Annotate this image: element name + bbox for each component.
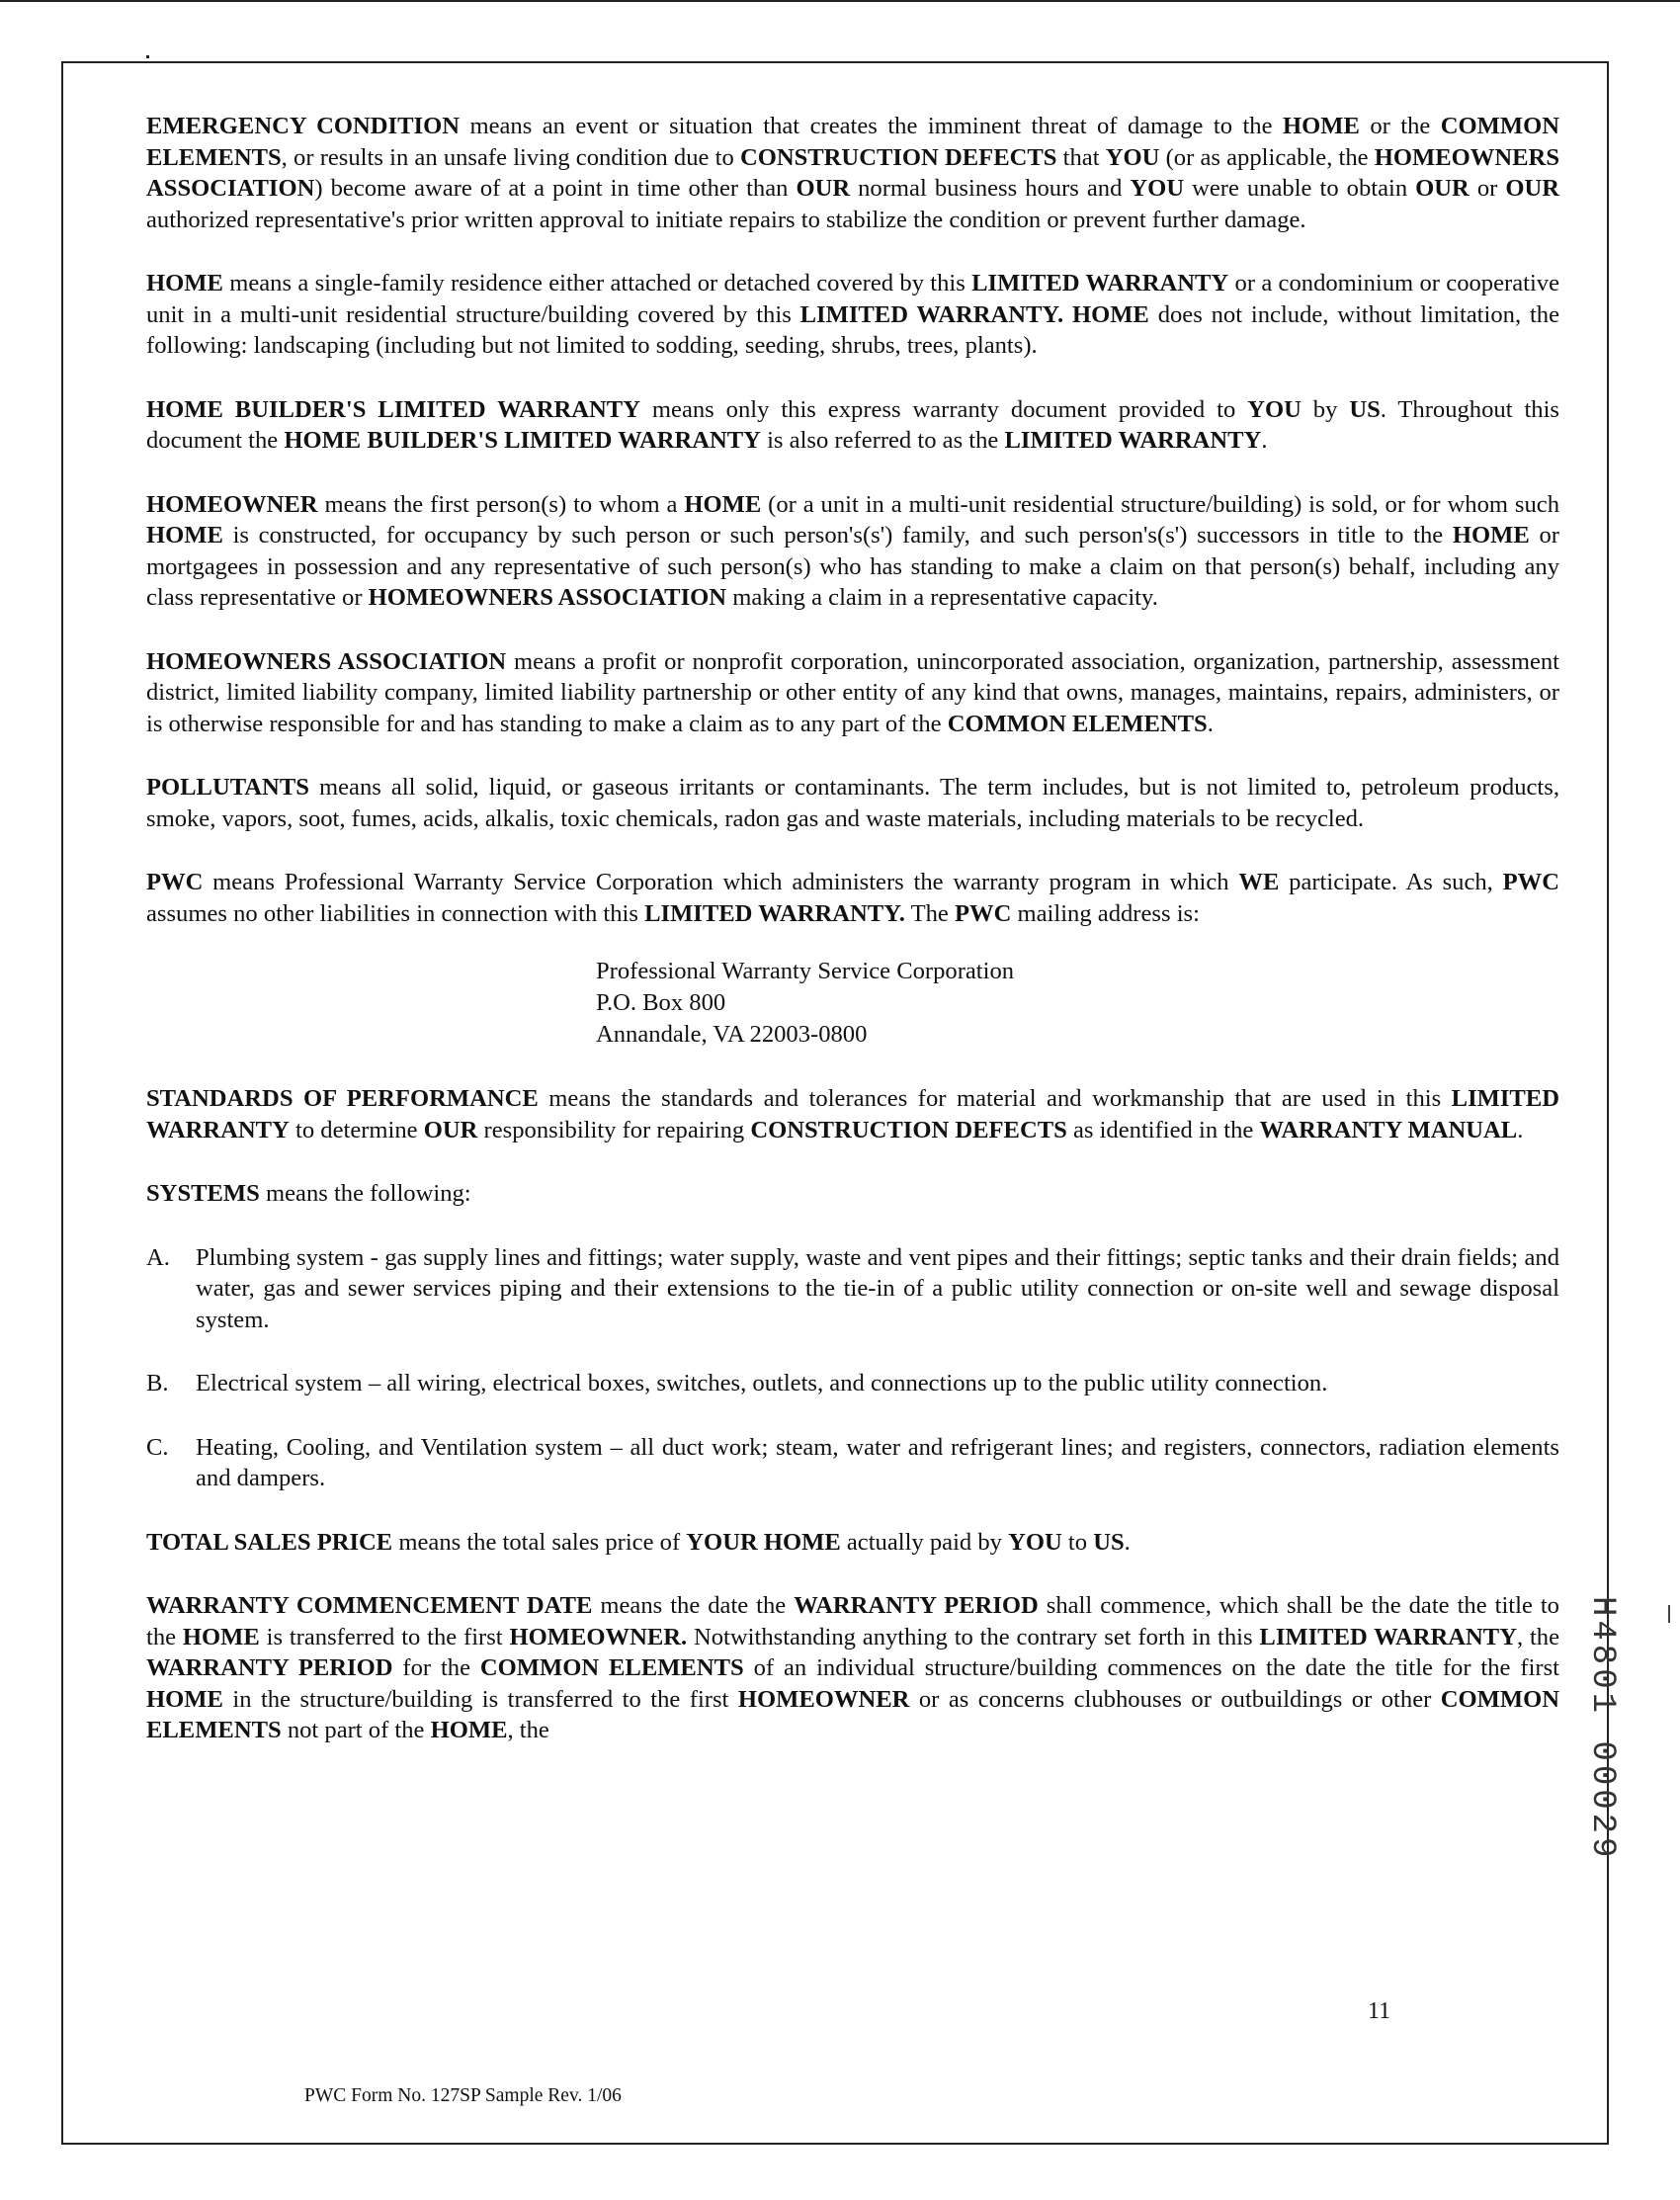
text: of an individual structure/building commences on the date the title for the first	[743, 1654, 1559, 1681]
term: HOME	[684, 490, 762, 518]
definition-home	[146, 268, 1559, 362]
text: for the	[392, 1654, 480, 1681]
term: HOME	[1452, 522, 1530, 549]
text: The	[904, 899, 955, 927]
form-identifier: PWC Form No. 127SP Sample Rev. 1/06	[304, 2085, 622, 2106]
text: or as concerns clubhouses or outbuildings or other	[909, 1685, 1441, 1713]
address-line: Professional Warranty Service Corporation	[596, 958, 1015, 984]
term: YOU	[1008, 1528, 1062, 1556]
bates-stamp: H4801 00029	[1583, 1596, 1621, 1862]
text: .	[1261, 427, 1268, 454]
text: participate. As such,	[1279, 869, 1503, 895]
text: or mortgagees in possession and any representative of such person(s) who has standing to make a claim on that person(s) behalf, including any class representative or	[146, 522, 1559, 611]
text: assumes no other liabilities in connection with this	[146, 899, 645, 927]
term: COMMON ELEMENTS	[479, 1654, 744, 1681]
term: CONSTRUCTION DEFECTS	[739, 143, 1057, 171]
term: HOMEOWNERS ASSOCIATION	[146, 647, 507, 675]
text: does not include, without limitation, the following: landscaping (including but not limited to sodding, seeding, shrubs, trees, plants).	[146, 300, 1559, 359]
text: .	[1124, 1528, 1131, 1556]
systems-list-item	[146, 1432, 1559, 1494]
text: means the standards and tolerances for material and workmanship that are used in this	[538, 1085, 1452, 1112]
systems-list-item	[146, 1242, 1559, 1336]
text: to	[1061, 1528, 1094, 1556]
term: HOMEOWNER	[737, 1685, 910, 1713]
term: WARRANTY PERIOD	[794, 1592, 1039, 1619]
text: as identified in the	[1066, 1116, 1260, 1143]
term: LIMITED WARRANTY.	[644, 899, 905, 927]
list-letter: B.	[146, 1370, 169, 1396]
term: HOMEOWNER.	[509, 1623, 688, 1650]
definitions-body	[146, 111, 1559, 1779]
term: PWC	[1502, 869, 1559, 895]
text	[1063, 301, 1072, 328]
text: ) become aware of at a point in time other than	[314, 175, 797, 202]
text: means the first person(s) to whom a	[317, 490, 685, 518]
list-letter: C.	[146, 1433, 169, 1461]
list-text: Electrical system – all wiring, electrical boxes, switches, outlets, and connections up to the public utility connection.	[196, 1370, 1328, 1396]
term: HOMEOWNERS ASSOCIATION	[146, 143, 1559, 202]
address-line: Annandale, VA 22003-0800	[596, 1021, 868, 1048]
term: LIMITED WARRANTY	[146, 1085, 1559, 1143]
text: means an event or situation that creates the imminent threat of damage to the	[460, 113, 1283, 139]
text: by	[1301, 395, 1350, 423]
term: HOMEOWNERS ASSOCIATION	[368, 584, 727, 611]
term: CONSTRUCTION DEFECTS	[750, 1116, 1067, 1143]
text: or a condominium or cooperative unit in a multi-unit residential structure/building covered by this	[146, 270, 1560, 328]
definition-total-sales-price	[146, 1527, 1559, 1559]
term: US	[1349, 395, 1381, 423]
text: shall commence, which shall be the date the title to the	[146, 1592, 1559, 1650]
term: WARRANTY PERIOD	[146, 1654, 393, 1681]
text: , the	[1516, 1623, 1560, 1650]
text: making a claim in a representative capacity.	[726, 584, 1158, 611]
text: actually paid by	[840, 1528, 1009, 1556]
term: HOME BUILDER'S LIMITED WARRANTY	[146, 395, 640, 423]
text: means the following:	[259, 1180, 471, 1207]
text: , the	[507, 1717, 549, 1743]
text: (or a unit in a multi-unit residential structure/building) is sold, or for whom such	[761, 490, 1559, 518]
term: LIMITED WARRANTY	[1004, 427, 1262, 454]
text: responsibility for repairing	[477, 1116, 751, 1143]
text: authorized representative's prior written approval to initiate repairs to stabilize the condition or prevent further damage.	[146, 206, 1306, 233]
term: STANDARDS OF PERFORMANCE	[146, 1085, 539, 1112]
term: COMMON ELEMENTS	[146, 113, 1559, 171]
term: SYSTEMS	[146, 1180, 260, 1207]
list-letter: A.	[146, 1243, 170, 1271]
term: POLLUTANTS	[146, 774, 309, 801]
term: LIMITED WARRANTY	[1259, 1623, 1517, 1650]
term: OUR	[796, 175, 851, 202]
term: LIMITED WARRANTY.	[799, 300, 1064, 328]
definition-standards-of-performance	[146, 1083, 1559, 1145]
term: HOME	[1282, 113, 1360, 139]
term: TOTAL SALES PRICE	[146, 1528, 393, 1556]
term: HOME	[430, 1717, 508, 1743]
text: or the	[1359, 113, 1441, 139]
scan-edge-mark	[1668, 1605, 1670, 1623]
term: WARRANTY COMMENCEMENT DATE	[146, 1592, 593, 1619]
term: YOU	[1130, 175, 1185, 202]
text: is transferred to the first	[259, 1623, 510, 1650]
definition-pwc	[146, 867, 1559, 929]
text: normal business hours and	[850, 175, 1131, 202]
systems-list-item	[146, 1368, 1559, 1399]
term: PWC	[146, 869, 204, 895]
text: or	[1469, 175, 1506, 202]
term: OUR	[1505, 175, 1560, 202]
definition-systems	[146, 1178, 1559, 1210]
text: means the date the	[592, 1592, 795, 1619]
text: . Throughout this document the	[146, 395, 1559, 454]
text: is also referred to as the	[760, 427, 1005, 454]
definition-emergency-condition	[146, 111, 1559, 235]
text: that	[1056, 143, 1106, 171]
term: US	[1093, 1528, 1125, 1556]
scan-speck	[146, 55, 149, 58]
text: means only this express warranty document provided to	[639, 395, 1248, 423]
term: COMMON ELEMENTS	[947, 710, 1208, 737]
term: WARRANTY MANUAL	[1259, 1116, 1518, 1143]
term: HOME	[146, 270, 223, 296]
text: is constructed, for occupancy by such person or such person's(s') family, and such person's(s') successors in title to the	[222, 522, 1453, 549]
term: HOME BUILDER'S LIMITED WARRANTY	[284, 427, 761, 454]
term: HOME	[182, 1623, 260, 1650]
address-line: P.O. Box 800	[596, 989, 726, 1016]
definition-home-builders-limited-warranty	[146, 394, 1559, 457]
definition-warranty-commencement-date	[146, 1590, 1559, 1746]
term: HOMEOWNER	[146, 490, 318, 518]
text: means a profit or nonprofit corporation, unincorporated association, organization, partnership, assessment district, limited liability company, limited liability partnership or other entity of any kind that owns, manages, maintains, repairs, administers, or is otherwise responsible for and has standing to make a claim as to any part of the	[146, 647, 1560, 737]
text: to determine	[289, 1116, 424, 1143]
term: LIMITED WARRANTY	[971, 270, 1229, 296]
page-top-rule	[0, 0, 1680, 2]
pwc-mailing-address	[596, 956, 1559, 1051]
text: .	[1207, 710, 1214, 737]
text: in the structure/building is transferred to the first	[222, 1685, 738, 1713]
definition-homeowners-association	[146, 646, 1559, 740]
term: OUR	[1415, 175, 1470, 202]
text: mailing address is:	[1011, 899, 1200, 927]
term: HOME	[146, 1685, 223, 1713]
term: COMMON ELEMENTS	[146, 1685, 1559, 1743]
text: not part of the	[281, 1717, 431, 1743]
text: means all solid, liquid, or gaseous irritants or contaminants. The term includes, but is not limited to, petroleum products, smoke, vapors, soot, fumes, acids, alkalis, toxic chemicals, radon gas and waste materials, including materials to be recycled.	[146, 774, 1559, 832]
definition-homeowner	[146, 489, 1559, 614]
term: HOME	[146, 522, 223, 549]
text: were unable to obtain	[1184, 175, 1416, 202]
term: HOME	[1071, 300, 1149, 328]
term: EMERGENCY CONDITION	[146, 113, 460, 139]
text: means Professional Warranty Service Corporation which administers the warranty program in which	[203, 869, 1239, 895]
term: PWC	[954, 899, 1012, 927]
term: YOU	[1247, 395, 1302, 423]
text: , or results in an unsafe living condition due to	[281, 143, 740, 171]
page-number: 11	[1368, 1998, 1391, 2024]
list-text: Plumbing system - gas supply lines and fittings; water supply, waste and vent pipes and their fittings; septic tanks and their drain fields; and water, gas and sewer services piping and their extensions to the tie-in of a public utility connection or on-site well and sewage disposal system.	[196, 1243, 1559, 1333]
text: .	[1517, 1116, 1524, 1143]
term: WE	[1238, 869, 1280, 895]
text: (or as applicable, the	[1159, 143, 1375, 171]
term: YOUR HOME	[686, 1528, 841, 1556]
term: YOU	[1105, 143, 1160, 171]
term: OUR	[423, 1116, 478, 1143]
definition-pollutants	[146, 772, 1559, 834]
text: means a single-family residence either attached or detached covered by this	[222, 270, 972, 296]
list-text: Heating, Cooling, and Ventilation system – all duct work; steam, water and refrigerant lines; and registers, connectors, radiation elements and dampers.	[196, 1433, 1559, 1491]
text: means the total sales price of	[392, 1528, 687, 1556]
text: Notwithstanding anything to the contrary set forth in this	[687, 1623, 1260, 1650]
